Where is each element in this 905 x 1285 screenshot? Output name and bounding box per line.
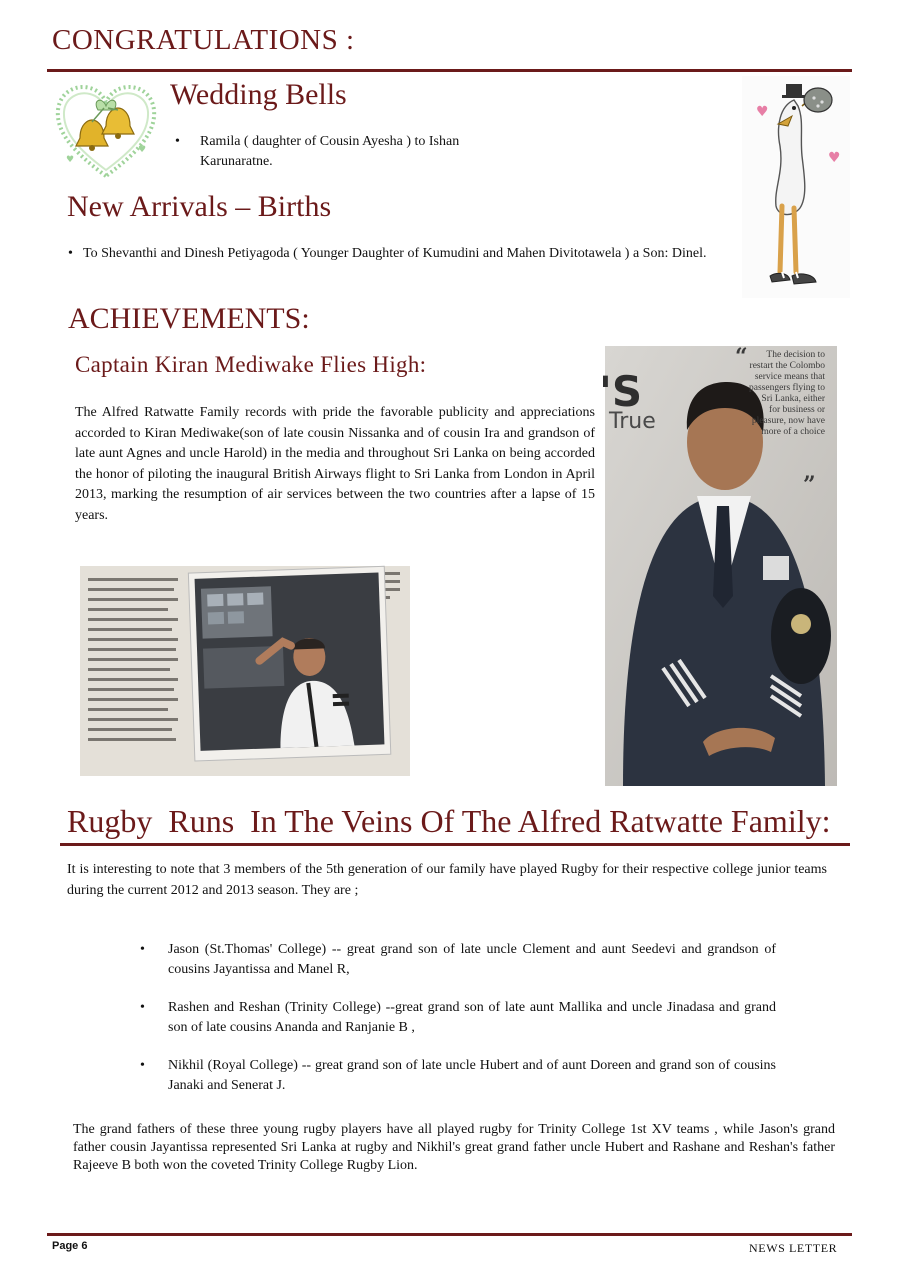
svg-text:”: ” — [803, 472, 816, 498]
list-item: • To Shevanthi and Dinesh Petiyagoda ( Younger Daughter of Kumudini and Mahen Divitotawela ) a Son: Dinel. — [68, 244, 728, 264]
rugby-divider — [60, 843, 850, 846]
rugby-list — [140, 940, 776, 1114]
svg-text:♥: ♥ — [66, 155, 75, 165]
clipping-headline-fragment: 'S — [599, 367, 643, 416]
list-item: • Ramila ( daughter of Cousin Ayesha ) to Ishan Karunaratne. — [175, 132, 495, 172]
list-item: • Rashen and Reshan (Trinity College) --great grand son of late aunt Mallika and uncle Jinadasa and grand son of late cousins Ananda and Ranjanie B , — [140, 998, 776, 1038]
newsletter-label: NEWS LETTER — [749, 1241, 838, 1255]
svg-text:“: “ — [735, 344, 748, 370]
clipping-quote: The decision to restart the Colombo service means that passengers flying to Sri Lanka, either for business or pleasure, now have more of a choice — [749, 350, 825, 437]
svg-text:♥: ♥ — [756, 104, 769, 120]
wedding-list — [175, 132, 495, 172]
stork-image — [742, 76, 850, 298]
rugby-heading: Rugby Runs In The Veins Of The Alfred Ratwatte Family: — [67, 803, 831, 839]
cockpit-clipping-image — [80, 566, 410, 776]
wedding-bells-heading: Wedding Bells — [170, 78, 347, 111]
header-divider — [47, 69, 852, 72]
achievement-paragraph: The Alfred Ratwatte Family records with pride the favorable publicity and appreciations accorded to Kiran Mediwake(son of late cousin Nissanka and of cousin Ira and grandson of late aunt Agnes and uncle Harold) in the media and throughout Sri Lanka on being accorded the honor of piloting the inaugural British Airways flight to Sri Lanka from London in April 2013, marking the resumption of air services between the two countries after a lapse of 15 years. — [75, 405, 595, 523]
wedding-bells-image — [52, 76, 160, 184]
pilot-portrait-image — [599, 344, 837, 786]
list-item: • Jason (St.Thomas' College) -- great grand son of late uncle Clement and aunt Seedevi and grandson of cousins Jayantissa and Manel R, — [140, 940, 776, 980]
achievement-subtitle: Captain Kiran Mediwake Flies High: — [75, 352, 427, 377]
clipping-word: True — [609, 409, 656, 434]
rugby-closing-paragraph: The grand fathers of these three young rugby players have all played rugby for Trinity College 1st XV teams , while Jason's grand father cousin Jayantissa represented Sri Lanka at rugby and Nikhil's great grand father uncle Hubert and Rashane and Reshan's father Rajeeve B both won the coveted Trinity College Rugby Lion. — [73, 1122, 835, 1173]
births-heading: New Arrivals – Births — [67, 190, 332, 223]
svg-text:♥: ♥ — [138, 145, 147, 155]
births-list — [68, 244, 728, 264]
rugby-intro: It is interesting to note that 3 members of the 5th generation of our family have played Rugby for their respective college junior teams during the current 2012 and 2013 season. They are ; — [67, 862, 827, 898]
page-title: CONGRATULATIONS : — [52, 24, 355, 56]
list-item: • Nikhil (Royal College) -- great grand son of late uncle Hubert and of aunt Doreen and grand son of cousins Janaki and Senerat J. — [140, 1056, 776, 1096]
achievements-heading: ACHIEVEMENTS: — [68, 302, 310, 335]
page-number: Page 6 — [52, 1240, 88, 1252]
svg-text:♥: ♥ — [828, 150, 841, 166]
footer-divider — [47, 1233, 852, 1236]
